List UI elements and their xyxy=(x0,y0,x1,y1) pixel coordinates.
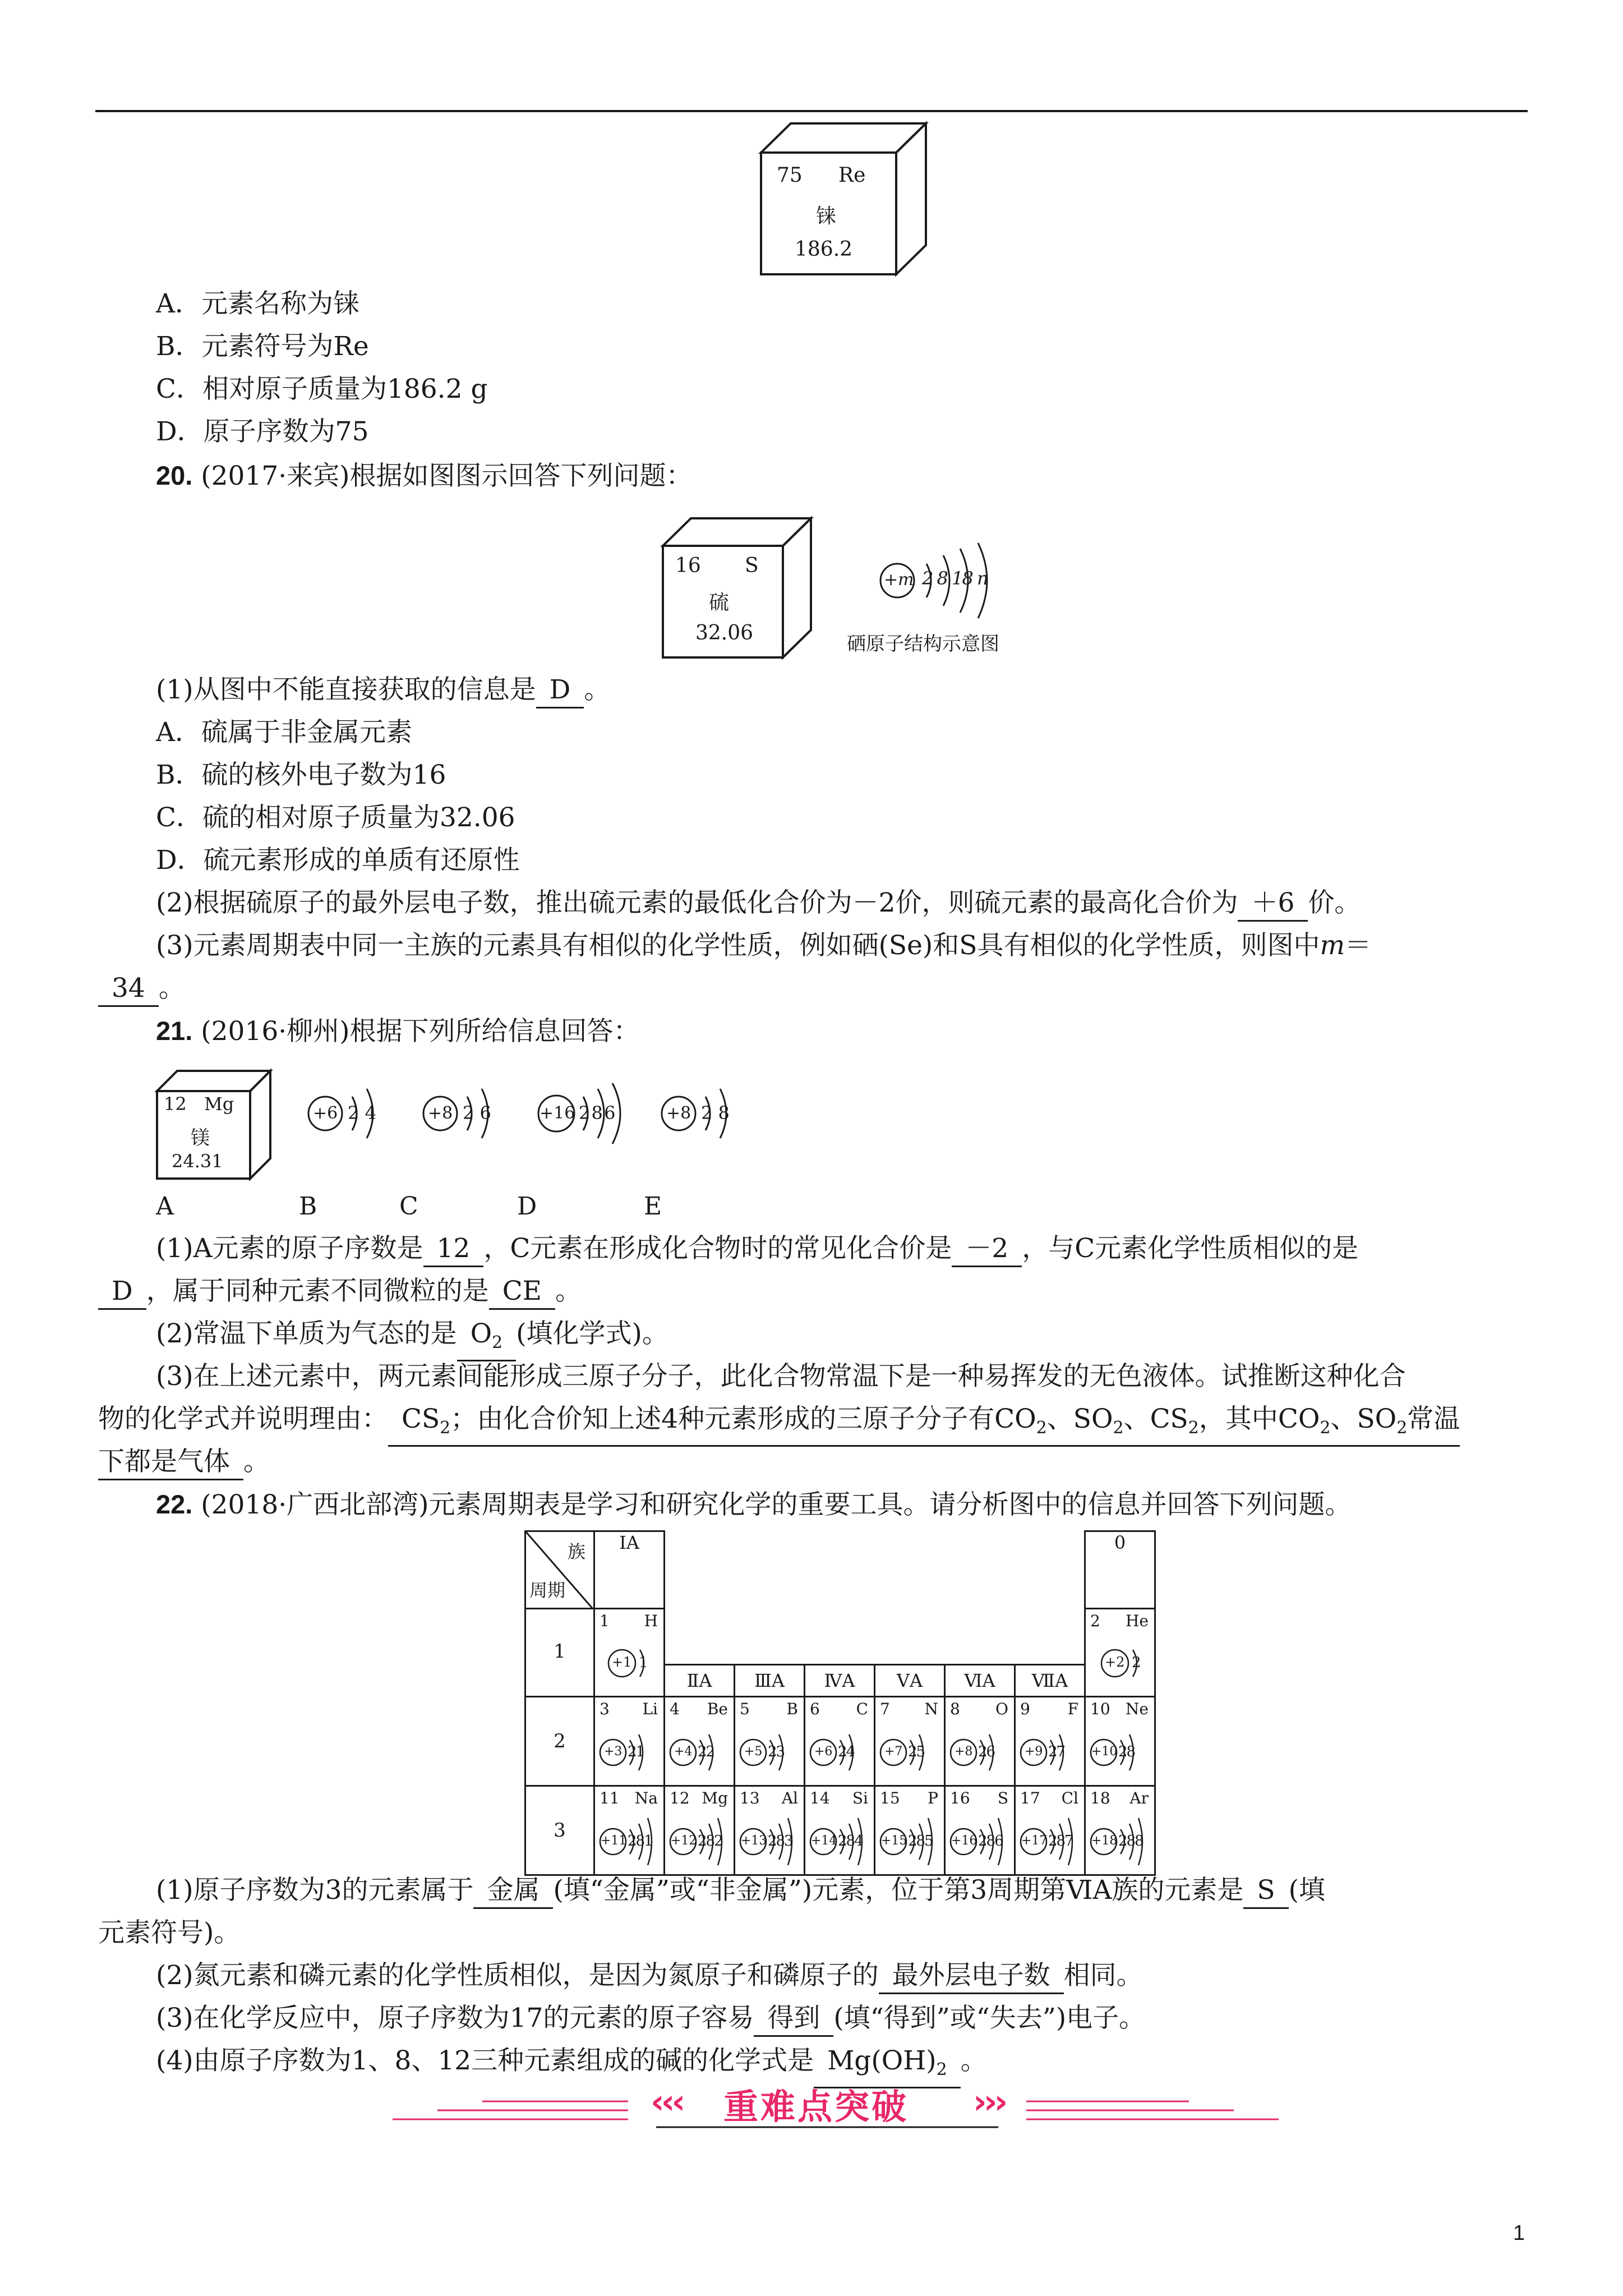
cell-f xyxy=(1015,1697,1085,1786)
text: (填“金属”或“非金属”)元素，位于第3周期第ⅥA族的元素是 xyxy=(553,1875,1244,1906)
atom-diagram-e xyxy=(656,1080,757,1147)
shell-electrons: 2 8 xyxy=(701,1102,730,1124)
answer-blank: 34 xyxy=(98,972,159,1007)
q20-option-b: B．硫的核外电子数为16 xyxy=(156,760,446,790)
question-stem: (2016·柳州)根据下列所给信息回答： xyxy=(201,1016,640,1047)
cell-atom-arcs xyxy=(595,1609,663,1694)
cell-shells: 288 xyxy=(1118,1833,1143,1849)
text: (3)在化学反应中，原子序数为17的元素的原子容易 xyxy=(156,2003,754,2033)
header-label: ⅢA xyxy=(754,1670,785,1691)
group-header-iia xyxy=(665,1665,735,1697)
page-number: 1 xyxy=(1513,2221,1525,2245)
text: ，与C元素化学性质相似的是 xyxy=(1022,1233,1359,1264)
question-stem: (2018·广西北部湾)元素周期表是学习和研究化学的重要工具。请分析图中的信息并回答下列问题。 xyxy=(201,1489,1352,1520)
text: 、SO xyxy=(1046,1404,1113,1434)
cell-p xyxy=(875,1786,945,1875)
cell-atom-arcs xyxy=(1016,1697,1084,1785)
answer-blank: D xyxy=(98,1274,146,1310)
cell-number: 8 xyxy=(950,1700,960,1718)
label-d: D xyxy=(517,1192,537,1221)
empty-header-space xyxy=(665,1531,1085,1609)
text: ＝ xyxy=(1345,930,1372,961)
answer-blank: 最外层电子数 xyxy=(879,1959,1064,1994)
nucleus-charge: +m xyxy=(884,570,914,590)
cell-atom-arcs xyxy=(735,1787,804,1874)
cell-shells: 284 xyxy=(838,1833,863,1849)
q22-part2 xyxy=(156,1959,1143,1994)
cell-nucleus: +7 xyxy=(884,1745,903,1759)
cell-number: 1 xyxy=(600,1612,610,1630)
cell-symbol: B xyxy=(786,1700,798,1718)
cell-number: 7 xyxy=(880,1700,890,1718)
magnesium-element-box xyxy=(156,1069,273,1181)
text: 常温 xyxy=(1407,1404,1460,1434)
cell-symbol: Ne xyxy=(1125,1700,1149,1718)
text: 、SO xyxy=(1330,1404,1397,1434)
cell-symbol: N xyxy=(924,1700,938,1718)
cell-c xyxy=(805,1697,875,1786)
cell-symbol: O xyxy=(995,1700,1008,1718)
header-label: 0 xyxy=(1114,1532,1126,1553)
cell-symbol: Mg xyxy=(702,1789,728,1807)
periodic-table xyxy=(524,1530,1156,1876)
cell-shells: 2 xyxy=(1132,1654,1141,1671)
cell-number: 9 xyxy=(1020,1700,1030,1718)
text: ；由化合价知上述4种元素形成的三原子分子有CO xyxy=(450,1404,1036,1434)
cell-ar xyxy=(1085,1786,1155,1875)
cell-ne xyxy=(1085,1697,1155,1786)
answer-blank: ＋6 xyxy=(1238,886,1308,922)
q21-part2 xyxy=(156,1317,668,1361)
group-header-va xyxy=(875,1665,945,1697)
cell-nucleus: +5 xyxy=(744,1745,763,1759)
atomic-number: 75 xyxy=(777,164,803,187)
shell-electrons: 2 8 18 n xyxy=(922,568,988,589)
formula: O xyxy=(470,1318,492,1349)
cell-atom-arcs xyxy=(665,1697,734,1785)
cell-be xyxy=(665,1697,735,1786)
text: 。 xyxy=(960,2045,987,2076)
cell-nucleus: +1 xyxy=(612,1654,632,1670)
atomic-mass: 32.06 xyxy=(695,622,754,645)
cell-number: 6 xyxy=(810,1700,820,1718)
cell-atom-arcs xyxy=(875,1787,944,1874)
cell-atom-arcs xyxy=(946,1787,1014,1874)
text: 、CS xyxy=(1123,1404,1188,1434)
subscript: 2 xyxy=(440,1418,451,1438)
text: (2)常温下单质为气态的是 xyxy=(156,1318,457,1349)
cell-symbol: H xyxy=(644,1612,658,1630)
text: 相同。 xyxy=(1063,1960,1143,1991)
question-stem: (2017·来宾)根据如图图示回答下列问题： xyxy=(201,461,693,491)
text: (4)由原子序数为1、8、12三种元素组成的碱的化学式是 xyxy=(156,2045,814,2076)
empty-space xyxy=(665,1609,1085,1665)
nucleus-charge: +8 xyxy=(666,1103,691,1123)
cell-cl xyxy=(1015,1786,1085,1875)
q22-stem xyxy=(156,1488,1352,1522)
cell-atom-arcs xyxy=(595,1697,663,1785)
q22-part1 xyxy=(156,1874,1325,1909)
atomic-number: 12 xyxy=(164,1093,187,1115)
element-name: 硫 xyxy=(709,591,730,614)
element-symbol: Re xyxy=(838,164,866,187)
cell-shells: 27 xyxy=(1048,1743,1065,1760)
q20-part1 xyxy=(156,673,610,708)
answer-blank: D xyxy=(536,673,584,708)
cell-number: 14 xyxy=(810,1789,830,1807)
selenium-atom-diagram xyxy=(875,539,1009,623)
answer-blank: 12 xyxy=(423,1232,484,1267)
q21-part3: (3)在上述元素中，两元素间能形成三原子分子，此化合物常温下是一种易挥发的无色液体。试推断这种化合 xyxy=(156,1361,1406,1392)
text: CS xyxy=(402,1404,440,1434)
atom-diagram-b xyxy=(303,1080,404,1147)
q20-part3 xyxy=(156,929,1371,963)
cell-b xyxy=(735,1697,805,1786)
cell-symbol: C xyxy=(856,1700,868,1718)
cell-al xyxy=(735,1786,805,1875)
answer-blank: 下都是气体 xyxy=(98,1445,243,1480)
cell-nucleus: +9 xyxy=(1025,1745,1043,1759)
question-number: 22. xyxy=(156,1489,193,1519)
text: (填化学式)。 xyxy=(516,1318,668,1349)
label-a: A xyxy=(156,1192,174,1221)
q21-part3-line2 xyxy=(98,1402,1460,1447)
atom-diagram-c xyxy=(418,1080,519,1147)
group-header-ia xyxy=(594,1531,665,1609)
cell-s xyxy=(945,1786,1015,1875)
cell-atom-arcs xyxy=(1086,1697,1154,1785)
label-c: C xyxy=(399,1192,418,1221)
q19-option-a: A．元素名称为铼 xyxy=(156,288,359,319)
cell-shells: 24 xyxy=(838,1743,855,1760)
cell-shells: 287 xyxy=(1048,1833,1073,1849)
table-corner xyxy=(525,1531,594,1609)
text: ，C元素在形成化合物时的常见化合价是 xyxy=(483,1233,952,1264)
q22-part3 xyxy=(156,2001,1145,2037)
cell-nucleus: +3 xyxy=(604,1745,623,1759)
cell-shells: 283 xyxy=(768,1833,792,1849)
period-1 xyxy=(525,1609,594,1697)
text: (1)A元素的原子序数是 xyxy=(156,1233,423,1264)
answer-blank: CE xyxy=(489,1274,555,1310)
cell-nucleus: +13 xyxy=(741,1834,767,1848)
cell-si xyxy=(805,1786,875,1875)
cell-shells: 285 xyxy=(908,1833,933,1849)
subscript: 2 xyxy=(1396,1418,1408,1438)
variable-m: m xyxy=(1320,930,1345,961)
cell-atom-arcs xyxy=(665,1787,734,1874)
element-name: 铼 xyxy=(816,205,837,228)
group-header-viia xyxy=(1015,1665,1085,1697)
q21-part1 xyxy=(156,1232,1358,1267)
selenium-caption: 硒原子结构示意图 xyxy=(847,633,999,655)
cell-symbol: Cl xyxy=(1061,1789,1078,1807)
cell-atom-arcs xyxy=(875,1697,944,1785)
cell-nucleus: +15 xyxy=(881,1834,907,1848)
q19-option-b: B．元素符号为Re xyxy=(156,331,369,362)
formula: Mg(OH) xyxy=(827,2045,937,2076)
shell-electrons: 2 6 xyxy=(463,1102,491,1124)
chevron-left-icon: ‹‹‹ xyxy=(651,2082,683,2122)
element-symbol: S xyxy=(745,554,759,577)
cell-nucleus: +14 xyxy=(811,1834,837,1848)
cell-atom-arcs xyxy=(1086,1609,1154,1694)
text: 。 xyxy=(243,1446,270,1477)
group-header-iiia xyxy=(735,1665,805,1697)
label-b: B xyxy=(299,1192,317,1221)
header-label: ⅦA xyxy=(1031,1670,1068,1691)
header-label: ⅤA xyxy=(896,1670,923,1691)
cell-shells: 1 xyxy=(639,1654,648,1671)
sulfur-element-box xyxy=(662,515,813,660)
cell-number: 10 xyxy=(1090,1700,1110,1718)
text: (1)原子序数为3的元素属于 xyxy=(156,1875,474,1906)
answer-blank xyxy=(457,1317,517,1361)
header-label: ⅡA xyxy=(686,1670,712,1691)
cell-o xyxy=(945,1697,1015,1786)
cell-shells: 25 xyxy=(908,1743,925,1760)
atom-diagram-d xyxy=(533,1080,645,1147)
cell-number: 18 xyxy=(1090,1789,1110,1807)
cell-h xyxy=(594,1609,665,1697)
cell-nucleus: +6 xyxy=(814,1745,833,1759)
subscript: 2 xyxy=(936,2060,947,2079)
q20-option-d: D．硫元素形成的单质有还原性 xyxy=(156,845,520,876)
cell-atom-arcs xyxy=(805,1697,874,1785)
text: (2)氮元素和磷元素的化学性质相似，是因为氮原子和磷原子的 xyxy=(156,1960,879,1991)
cell-nucleus: +16 xyxy=(951,1834,978,1848)
cell-shells: 282 xyxy=(698,1833,722,1849)
atomic-mass: 24.31 xyxy=(172,1151,223,1172)
subscript: 2 xyxy=(1320,1418,1331,1438)
cell-atom-arcs xyxy=(946,1697,1014,1785)
cell-atom-arcs xyxy=(1016,1787,1084,1874)
cell-atom-arcs xyxy=(595,1787,663,1874)
group-header-via xyxy=(945,1665,1015,1697)
text: 。 xyxy=(158,973,185,1004)
q20-option-c: C．硫的相对原子质量为32.06 xyxy=(156,802,515,833)
cell-symbol: Al xyxy=(781,1789,798,1807)
cell-number: 15 xyxy=(880,1789,900,1807)
cell-mg xyxy=(665,1786,735,1875)
cell-number: 11 xyxy=(600,1789,620,1807)
cell-atom-arcs xyxy=(1086,1787,1154,1874)
text: (1)从图中不能直接获取的信息是 xyxy=(156,674,536,705)
cell-number: 4 xyxy=(670,1700,680,1718)
cell-number: 12 xyxy=(670,1789,690,1807)
period-3 xyxy=(525,1786,594,1875)
cell-shells: 23 xyxy=(768,1743,785,1760)
cell-number: 13 xyxy=(740,1789,760,1807)
cell-symbol: He xyxy=(1126,1612,1149,1630)
corner-top-label: 族 xyxy=(567,1541,585,1562)
header-rule xyxy=(95,110,1528,112)
period-3-row xyxy=(525,1786,1155,1875)
nucleus-charge: +16 xyxy=(540,1103,575,1123)
q20-part3-line2 xyxy=(98,972,185,1007)
cell-he xyxy=(1085,1609,1155,1697)
cell-nucleus: +17 xyxy=(1021,1834,1048,1848)
period-label: 3 xyxy=(554,1819,566,1842)
question-number: 21. xyxy=(156,1016,193,1046)
q21-part3-line3 xyxy=(98,1445,270,1480)
cell-n xyxy=(875,1697,945,1786)
group-header-0 xyxy=(1085,1531,1155,1609)
text: (填“得到”或“失去”)电子。 xyxy=(833,2003,1146,2033)
subscript: 2 xyxy=(1036,1418,1047,1438)
cell-symbol: S xyxy=(997,1789,1008,1807)
cell-nucleus: +4 xyxy=(674,1745,693,1759)
cell-na xyxy=(594,1786,665,1875)
text: 价。 xyxy=(1308,887,1361,918)
cell-li xyxy=(594,1697,665,1786)
shell-electrons: 2 4 xyxy=(348,1102,376,1124)
cell-shells: 286 xyxy=(978,1833,1003,1849)
q19-option-d: D．原子序数为75 xyxy=(156,416,369,447)
cell-shells: 26 xyxy=(978,1743,995,1760)
q20-part2 xyxy=(156,886,1361,922)
q21-stem xyxy=(156,1014,640,1048)
cell-symbol: Si xyxy=(852,1789,868,1807)
header-label: IA xyxy=(619,1532,639,1553)
cell-atom-arcs xyxy=(735,1697,804,1785)
period-2 xyxy=(525,1697,594,1786)
text: ，属于同种元素不同微粒的是 xyxy=(146,1276,489,1306)
cell-nucleus: +12 xyxy=(671,1834,697,1848)
text: 。 xyxy=(584,674,611,705)
text: ，其中CO xyxy=(1198,1404,1320,1434)
atomic-number: 16 xyxy=(675,554,701,577)
shell-electrons: 2 8 6 xyxy=(579,1102,614,1124)
answer-blank xyxy=(388,1402,1460,1447)
cell-shells: 28 xyxy=(1118,1743,1135,1760)
q22-part1-line2: 元素符号)。 xyxy=(98,1917,241,1948)
cell-nucleus: +18 xyxy=(1091,1834,1118,1848)
q21-part1-line2 xyxy=(98,1274,582,1310)
text: 物的化学式并说明理由： xyxy=(98,1404,388,1434)
section-title: 重难点突破 xyxy=(723,2086,909,2127)
element-symbol: Mg xyxy=(204,1093,234,1115)
nucleus-charge: +8 xyxy=(428,1103,453,1123)
cell-symbol: Li xyxy=(642,1700,658,1718)
text: (填 xyxy=(1288,1875,1325,1906)
atomic-mass: 186.2 xyxy=(795,238,853,261)
q19-option-c: C．相对原子质量为186.2 g xyxy=(156,374,488,404)
nucleus-charge: +6 xyxy=(313,1103,338,1123)
header-label: ⅥA xyxy=(964,1670,995,1691)
text: (2)根据硫原子的最外层电子数，推出硫元素的最低化合价为－2价，则硫元素的最高化合价为 xyxy=(156,887,1238,918)
cell-symbol: Be xyxy=(707,1700,728,1718)
cell-nucleus: +2 xyxy=(1105,1654,1125,1670)
subscript: 2 xyxy=(492,1333,503,1352)
cell-shells: 281 xyxy=(628,1833,652,1849)
cell-nucleus: +8 xyxy=(955,1745,973,1759)
cell-number: 3 xyxy=(600,1700,610,1718)
text: (3)元素周期表中同一主族的元素具有相似的化学性质，例如硒(Se)和S具有相似的化学性质，则图中 xyxy=(156,930,1320,961)
cell-nucleus: +11 xyxy=(601,1834,627,1848)
answer-blank: 金属 xyxy=(473,1874,553,1909)
corner-bottom-label: 周期 xyxy=(529,1580,566,1601)
period-label: 2 xyxy=(554,1730,566,1752)
subscript: 2 xyxy=(1113,1418,1124,1438)
element-name: 镁 xyxy=(191,1127,210,1149)
cell-number: 5 xyxy=(740,1700,750,1718)
cell-symbol: Ar xyxy=(1129,1789,1149,1807)
answer-blank: S xyxy=(1243,1874,1288,1909)
answer-blank: 得到 xyxy=(754,2001,833,2037)
period-label: 1 xyxy=(554,1640,566,1663)
q20-stem xyxy=(156,459,693,493)
period-2-row xyxy=(525,1697,1155,1786)
text: 。 xyxy=(555,1276,582,1306)
group-header-iva xyxy=(805,1665,875,1697)
label-e: E xyxy=(644,1192,662,1221)
cell-atom-arcs xyxy=(805,1787,874,1874)
subscript: 2 xyxy=(1188,1418,1199,1438)
cell-number: 16 xyxy=(950,1789,970,1807)
q20-option-a: A．硫属于非金属元素 xyxy=(156,717,412,748)
cell-shells: 22 xyxy=(698,1743,714,1760)
cell-symbol: F xyxy=(1067,1700,1078,1718)
question-number: 20. xyxy=(156,461,193,490)
cell-shells: 21 xyxy=(628,1743,644,1760)
cell-number: 2 xyxy=(1090,1612,1100,1630)
header-label: ⅣA xyxy=(824,1670,855,1691)
answer-blank: －2 xyxy=(952,1232,1022,1267)
rhenium-element-box xyxy=(760,119,928,276)
cell-number: 17 xyxy=(1020,1789,1040,1807)
cell-nucleus: +10 xyxy=(1091,1745,1118,1759)
cell-symbol: P xyxy=(928,1789,938,1807)
chevron-right-icon: ››› xyxy=(973,2082,1005,2122)
cell-symbol: Na xyxy=(634,1789,658,1807)
